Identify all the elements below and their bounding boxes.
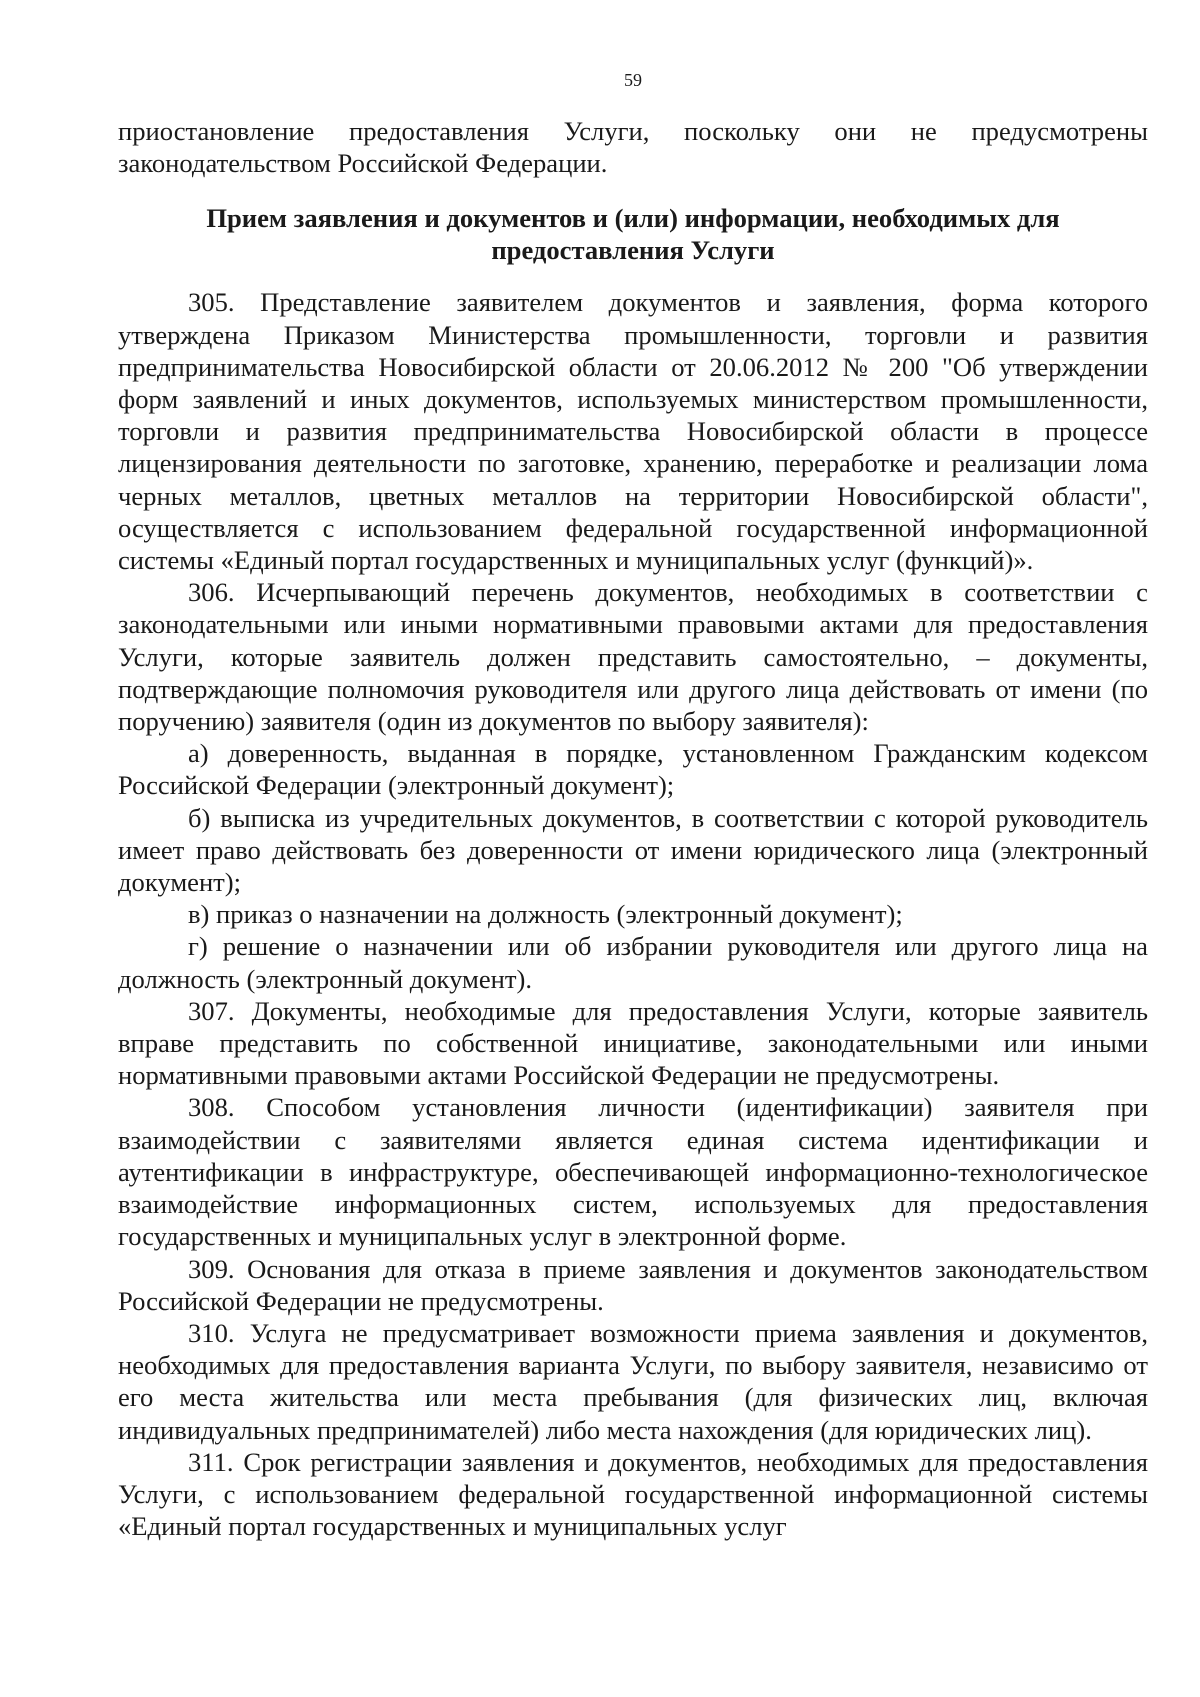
- intro-paragraph: приостановление предоставления Услуги, поскольку они не предусмотрены законодательством Российской Федерации.: [118, 116, 1148, 179]
- paragraph-309: 309. Основания для отказа в приеме заявления и документов законодательством Российской Федерации не предусмотрены.: [118, 1253, 1148, 1316]
- list-item-g: г) решение о назначении или об избрании руководителя или другого лица на должность (электронный документ).: [118, 931, 1148, 994]
- list-item-b: б) выписка из учредительных документов, в соответствии с которой руководитель имеет право действовать без доверенности от имени юридического лица (электронный документ);: [118, 802, 1148, 898]
- page-number: 59: [624, 70, 642, 90]
- paragraph-310: 310. Услуга не предусматривает возможности приема заявления и документов, необходимых для предоставления варианта Услуги, по выбору заявителя, независимо от его места жительства или места пребывания (для физических лиц, включая индивидуальных предпринимателей) либо места нахождения (для юридических лиц).: [118, 1317, 1148, 1445]
- paragraph-305: 305. Представление заявителем документов и заявления, форма которого утверждена Приказом Министерства промышленности, торговли и развития предпринимательства Новосибирской области от 20.06.2012 № 200 "Об утверждении форм заявлений и иных документов, используемых министерством промышленности, торговли и развития предпринимательства Новосибирской области в процессе лицензирования деятельности по заготовке, хранению, переработке и реализации лома черных металлов, цветных металлов на территории Новосибирской области", осуществляется с использованием федеральной государственной информационной системы «Единый портал государственных и муниципальных услуг (функций)».: [118, 287, 1148, 576]
- list-item-v: в) приказ о назначении на должность (электронный документ);: [188, 899, 903, 930]
- paragraph-306: 306. Исчерпывающий перечень документов, необходимых в соответствии с законодательными или иными нормативными правовыми актами для предоставления Услуги, которые заявитель должен представить самостоятельно, – документы, подтверждающие полномочия руководителя или другого лица действовать от имени (по поручению) заявителя (один из документов по выбору заявителя):: [118, 577, 1148, 737]
- document-body: [118, 115, 1148, 1542]
- list-item-a: а) доверенность, выданная в порядке, установленном Гражданским кодексом Российской Федерации (электронный документ);: [118, 738, 1148, 801]
- paragraph-308: 308. Способом установления личности (идентификации) заявителя при взаимодействии с заявителями является единая система идентификации и аутентификации в инфраструктуре, обеспечивающей информационно-технологическое взаимодействие информационных систем, используемых для предоставления государственных и муниципальных услуг в электронной форме.: [118, 1092, 1148, 1252]
- paragraph-307: 307. Документы, необходимые для предоставления Услуги, которые заявитель вправе представить по собственной инициативе, законодательными или иными нормативными правовыми актами Российской Федерации не предусмотрены.: [118, 995, 1148, 1091]
- section-heading: Прием заявления и документов и (или) информации, необходимых для предоставления Услуги: [206, 203, 1060, 266]
- paragraph-311: 311. Срок регистрации заявления и документов, необходимых для предоставления Услуги, с использованием федеральной государственной информационной системы «Единый портал государственных и муниципальных услуг: [118, 1446, 1148, 1542]
